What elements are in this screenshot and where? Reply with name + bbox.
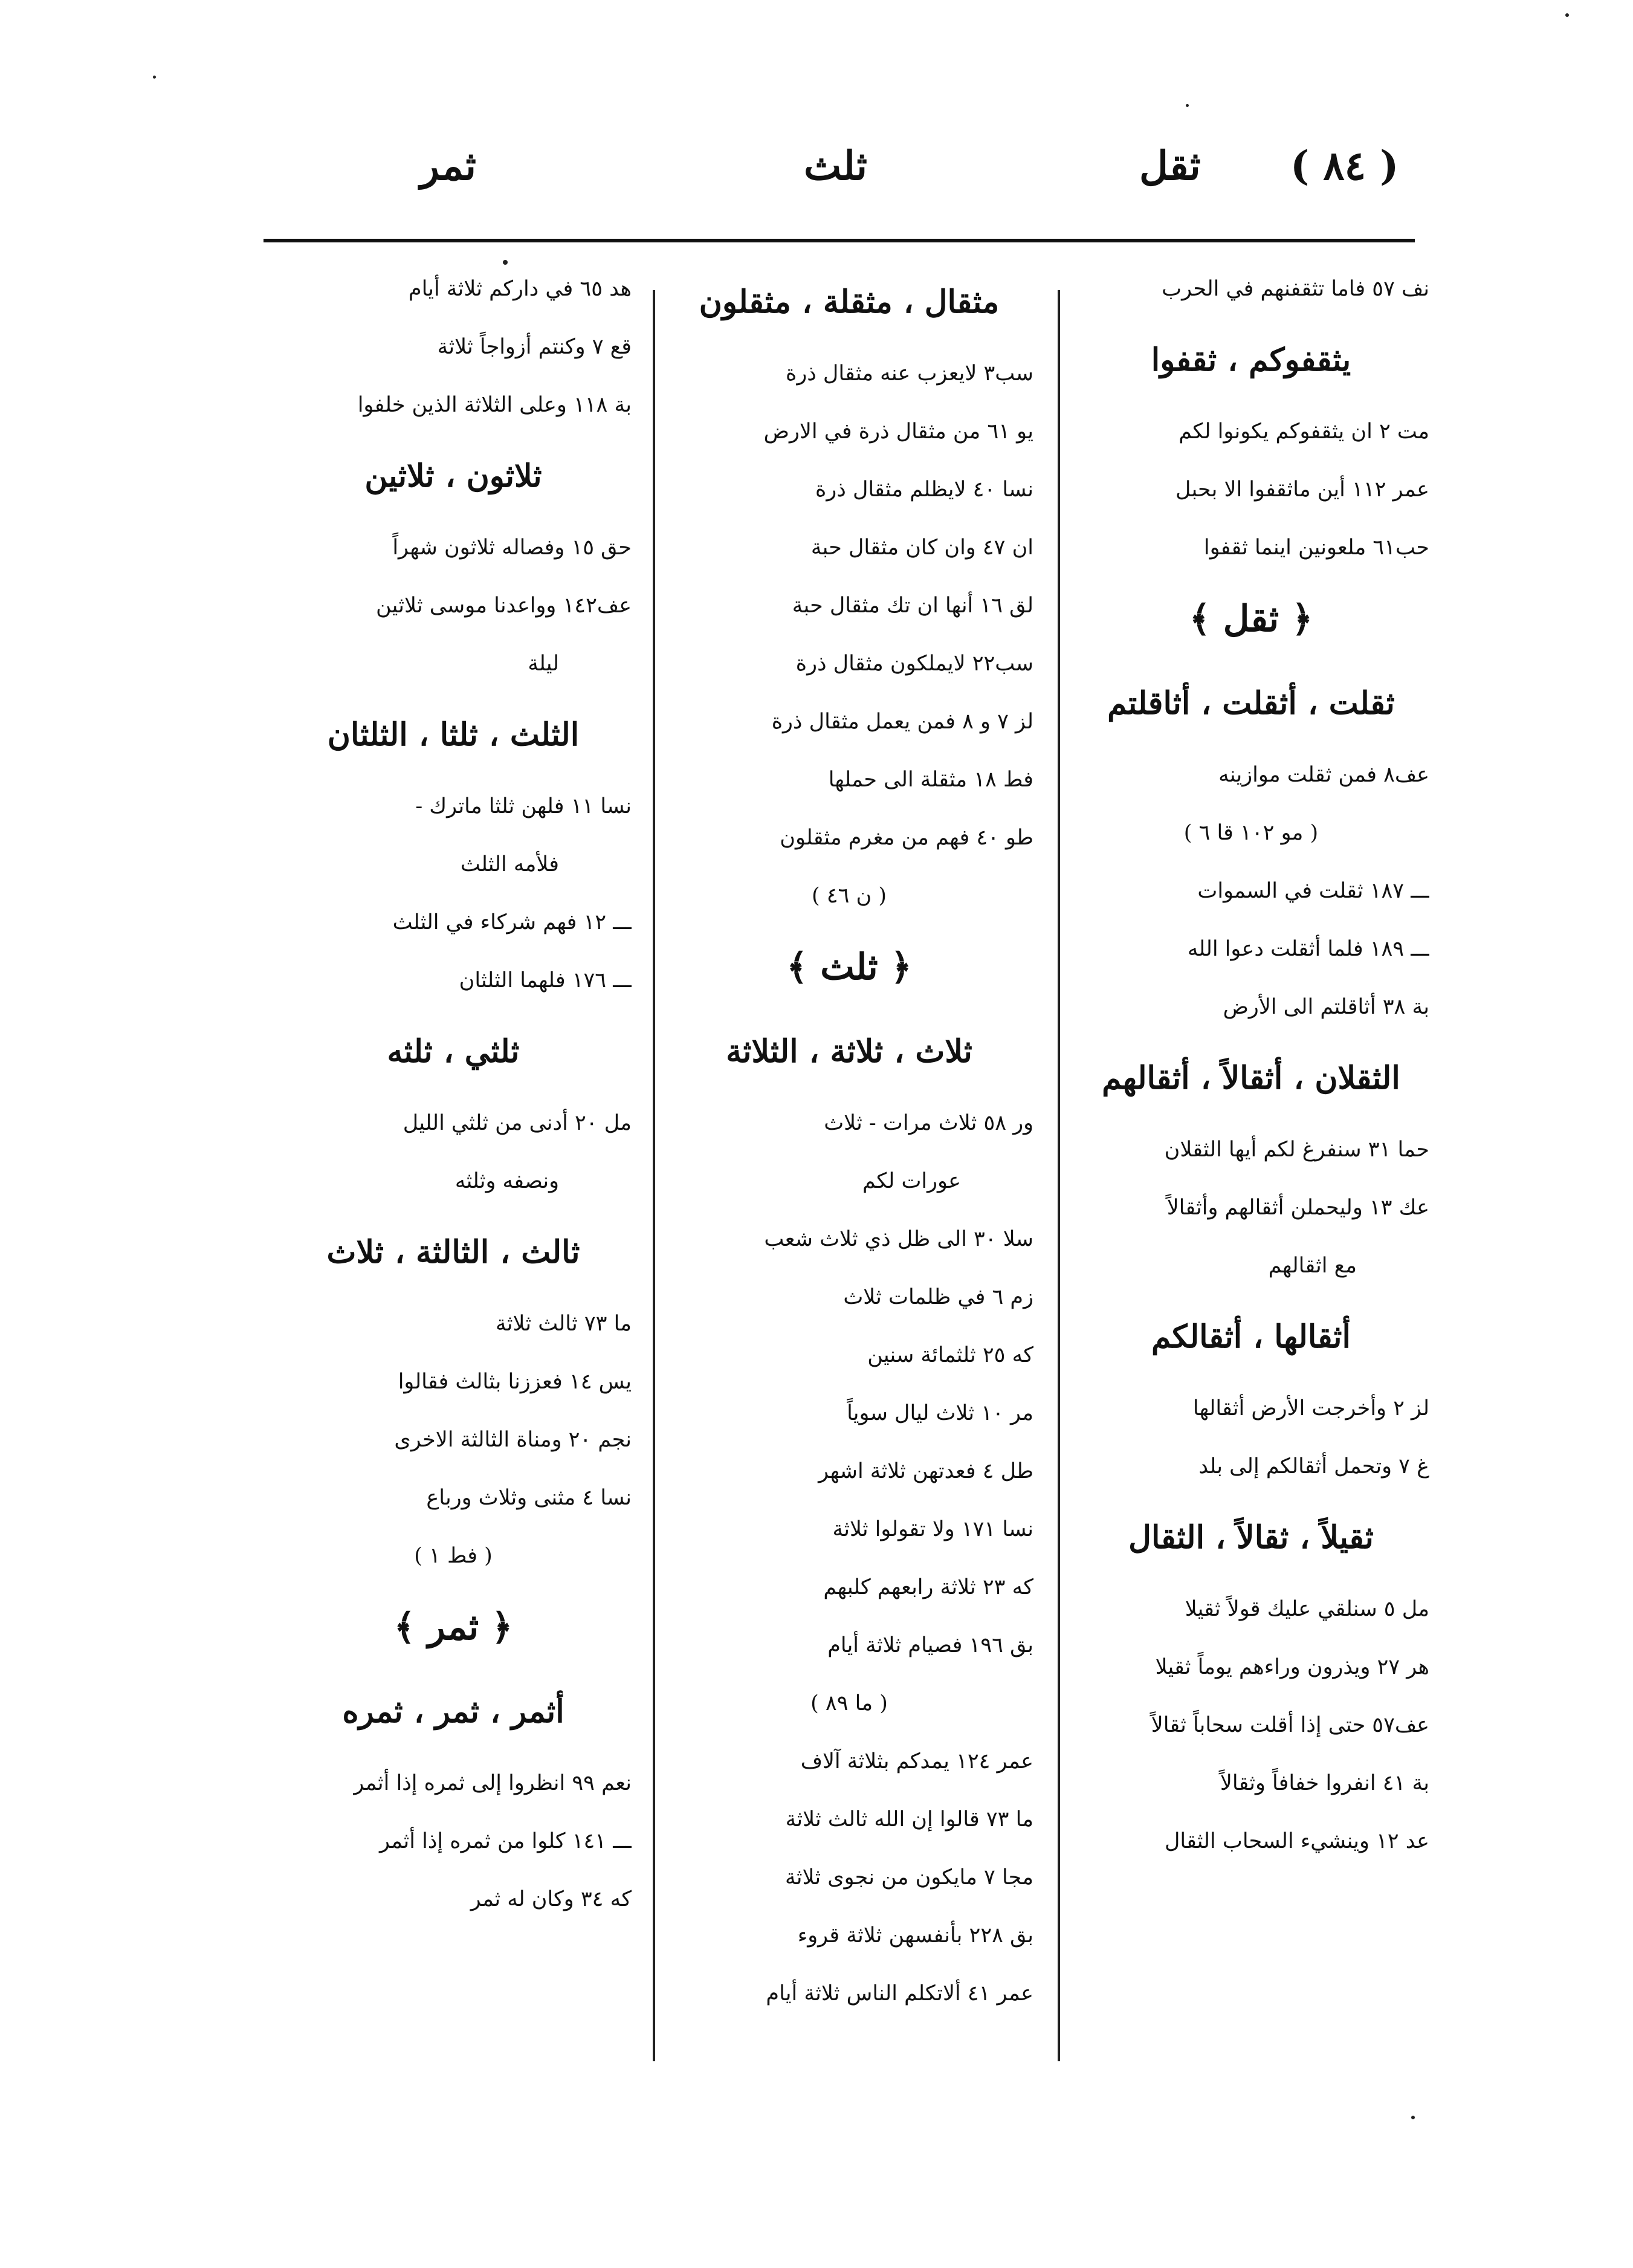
verse-entry: نسا ١٧١ ولا تقولوا ثلاثة (832, 1517, 1033, 1541)
verse-entry: ور ٥٨ ثلاث مرات - ثلاث (824, 1111, 1033, 1135)
verse-continuation: مع اثقالهم (1268, 1254, 1357, 1278)
word-form-heading: الثقلان ، أثقالاً ، أثقالهم (1102, 1060, 1400, 1097)
verse-entry: ـــ ١٧٦ فلهما الثلثان (459, 968, 632, 993)
verse-entry: مل ٥ سنلقي عليك قولاً ثقيلا (1185, 1597, 1429, 1621)
verse-entry: بة ١١٨ وعلى الثلاثة الذين خلفوا (357, 393, 632, 417)
verse-entry: حق ١٥ وفصاله ثلاثون شهراً (392, 536, 632, 560)
verse-entry: طو ٤٠ فهم من مغرم مثقلون (780, 826, 1033, 850)
verse-entry: لز ٢ وأخرجت الأرض أثقالها (1192, 1396, 1429, 1421)
word-form-heading: ثقيلاً ، ثقالاً ، الثقال (1128, 1519, 1374, 1556)
root-heading: ﴿ ثلث ﴾ (786, 946, 912, 988)
verse-entry: زم ٦ في ظلمات ثلاث (843, 1285, 1033, 1309)
verse-entry: حب٦١ ملعونين اينما ثقفوا (1203, 536, 1429, 560)
cross-reference: ( ما ٨٩ ) (810, 1691, 888, 1716)
verse-entry: مل ٢٠ أدنى من ثلثي الليل (403, 1111, 632, 1135)
word-form-heading: أثقالها ، أثقالكم (1151, 1318, 1351, 1355)
verse-entry: عمر ٤١ ألاتكلم الناس ثلاثة أيام (766, 1981, 1033, 2006)
scan-speck (1186, 104, 1189, 107)
scan-speck (503, 260, 508, 265)
root-heading: ﴿ ثقل ﴾ (1189, 598, 1313, 640)
verse-entry: نسا ٤٠ لايظلم مثقال ذرة (815, 478, 1033, 502)
cross-reference: ( مو ١٠٢ قا ٦ ) (1183, 821, 1319, 845)
verse-entry: مجا ٧ مايكون من نجوى ثلاثة (784, 1865, 1033, 1890)
verse-entry: طل ٤ فعدتهن ثلاثة اشهر (818, 1459, 1033, 1483)
verse-entry: ما ٧٣ قالوا إن الله ثالث ثلاثة (785, 1807, 1033, 1832)
word-form-heading: ثالث ، الثالثة ، ثلاث (326, 1234, 580, 1271)
verse-entry: كه ٢٥ ثلثمائة سنين (867, 1343, 1033, 1367)
verse-continuation: فلأمه الثلث (460, 852, 559, 876)
word-form-heading: ثلاثون ، ثلاثين (364, 458, 542, 494)
verse-entry: قع ٧ وكنتم أزواجاً ثلاثة (437, 335, 632, 359)
verse-entry: لق ١٦ أنها ان تك مثقال حبة (792, 594, 1033, 618)
verse-continuation: ليلة (528, 652, 559, 676)
header-root-word-1: ثقل (1139, 142, 1201, 189)
word-form-heading: يثقفوكم ، ثقفوا (1151, 342, 1351, 378)
cross-reference: ( فط ١ ) (414, 1544, 493, 1568)
root-heading: ﴿ ثمر ﴾ (393, 1606, 513, 1648)
verse-entry: هر ٢٧ ويذرون وراءهم يوماً ثقيلا (1155, 1655, 1429, 1679)
verse-entry: عمر ١١٢ أين ماثقفوا الا بحبل (1175, 478, 1429, 502)
verse-entry: حما ٣١ سنفرغ لكم أيها الثقلان (1164, 1138, 1429, 1162)
column-separator (1058, 290, 1060, 2061)
header-root-word-3: ثمر (420, 142, 476, 189)
verse-entry: مر ١٠ ثلاث ليال سوياً (847, 1401, 1033, 1425)
verse-entry: عد ١٢ وينشيء السحاب الثقال (1165, 1829, 1429, 1853)
header-root-word-2: ثلث (804, 142, 868, 189)
scan-speck (1411, 2116, 1415, 2119)
page-number: ( ٨٤ ) (1290, 142, 1399, 189)
verse-entry: ـــ ١٢ فهم شركاء في الثلث (392, 910, 632, 935)
column-left (275, 260, 632, 2073)
verse-entry: سلا ٣٠ الى ظل ذي ثلاث شعب (764, 1227, 1033, 1251)
column-middle (665, 260, 1033, 2073)
verse-entry: عمر ١٢٤ يمدكم بثلاثة آلاف (800, 1749, 1033, 1774)
word-form-heading: ثلثي ، ثلثه (387, 1033, 520, 1070)
verse-entry: ـــ ١٨٧ ثقلت في السموات (1197, 879, 1429, 903)
verse-entry: سب٢٢ لايملكون مثقال ذرة (795, 652, 1033, 676)
verse-entry: ما ٧٣ ثالث ثلاثة (496, 1312, 632, 1336)
verse-entry: عف١٤٢ وواعدنا موسى ثلاثين (376, 594, 632, 618)
word-form-heading: الثلث ، ثلثا ، الثلثان (327, 716, 580, 753)
word-form-heading: ثقلت ، أثقلت ، أثاقلتم (1107, 685, 1395, 722)
verse-continuation: عورات لكم (862, 1169, 961, 1193)
verse-entry: كه ٣٤ وكان له ثمر (470, 1887, 632, 1911)
verse-entry: هد ٦٥ في داركم ثلاثة أيام (408, 277, 632, 301)
verse-entry: عف٨ فمن ثقلت موازينه (1218, 763, 1429, 787)
verse-entry: يس ١٤ فعززنا بثالث فقالوا (398, 1370, 632, 1394)
verse-entry: مت ٢ ان يثقفوكم يكونوا لكم (1179, 420, 1429, 444)
verse-entry: بة ٣٨ أثاقلتم الى الأرض (1223, 995, 1429, 1019)
verse-entry: بة ٤١ انفروا خفافاً وثقالاً (1220, 1771, 1429, 1795)
header-rule (264, 239, 1415, 242)
verse-entry: ـــ ١٨٩ فلما أثقلت دعوا الله (1187, 937, 1429, 961)
word-form-heading: مثقال ، مثقلة ، مثقلون (699, 284, 1000, 320)
verse-entry: بق ٢٢٨ بأنفسهن ثلاثة قروء (797, 1923, 1033, 1948)
column-right (1073, 260, 1429, 2073)
word-form-heading: ثلاث ، ثلاثة ، الثلاثة (726, 1033, 972, 1070)
cross-reference: ( ن ٤٦ ) (812, 884, 887, 908)
verse-entry: يو ٦١ من مثقال ذرة في الارض (763, 420, 1033, 444)
verse-entry: بق ١٩٦ فصيام ثلاثة أيام (827, 1633, 1033, 1657)
verse-entry: غ ٧ وتحمل أثقالكم إلى بلد (1198, 1454, 1429, 1479)
verse-entry: عك ١٣ وليحملن أثقالهم وأثقالاً (1166, 1196, 1429, 1220)
verse-entry: عف٥٧ حتى إذا أقلت سحاباً ثقالاً (1151, 1713, 1429, 1737)
verse-entry: نعم ٩٩ انظروا إلى ثمره إذا أثمر (354, 1771, 632, 1795)
verse-entry: كه ٢٣ ثلاثة رابعهم كلبهم (823, 1575, 1033, 1599)
verse-entry: ان ٤٧ وان كان مثقال حبة (810, 536, 1033, 560)
verse-continuation: ونصفه وثلثه (454, 1169, 559, 1193)
verse-entry: ـــ ١٤١ كلوا من ثمره إذا أثمر (379, 1829, 632, 1853)
verse-entry: نجم ٢٠ ومناة الثالثة الاخرى (394, 1428, 632, 1452)
scan-speck (153, 76, 156, 79)
column-separator (653, 290, 655, 2061)
word-form-heading: أثمر ، ثمر ، ثمره (342, 1693, 564, 1730)
verse-entry: فط ١٨ مثقلة الى حملها (828, 768, 1033, 792)
verse-entry: نسا ٤ مثنى وثلاث ورباع (426, 1486, 632, 1510)
verse-entry: نسا ١١ فلهن ثلثا ماترك - (415, 794, 632, 818)
verse-entry: لز ٧ و ٨ فمن يعمل مثقال ذرة (771, 710, 1033, 734)
scan-speck (1565, 13, 1569, 17)
verse-entry: سب٣ لايعزب عنه مثقال ذرة (785, 361, 1033, 386)
verse-entry: نف ٥٧ فاما تثقفنهم في الحرب (1162, 277, 1429, 301)
